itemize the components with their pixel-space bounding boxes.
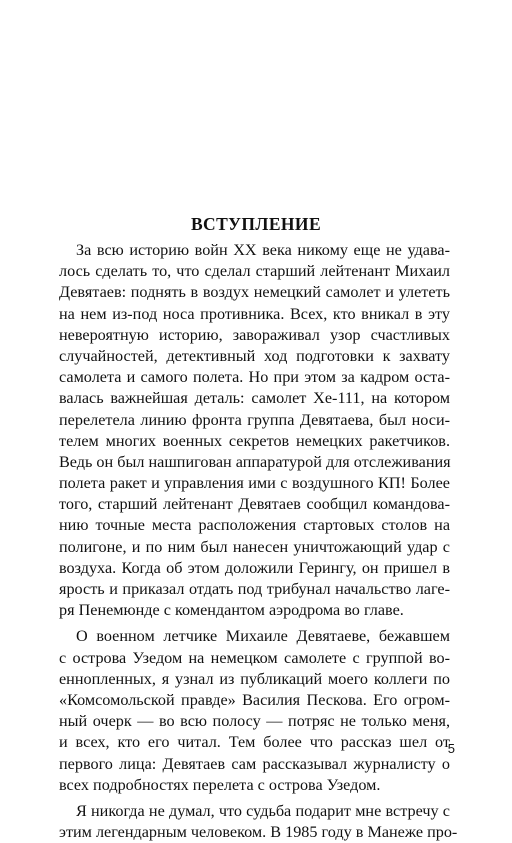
paragraph: [59, 240, 450, 621]
paragraph: [59, 801, 458, 843]
text-line: случайностей, детективный ход подготовки к захвату: [59, 346, 450, 365]
text-line: невероятную историю, завораживал узор счастливых: [59, 325, 450, 344]
text-line: полета ракет и управления ими с воздушного КП! Более: [59, 474, 450, 493]
text-line: ный очерк — во всю полосу — потряс не только меня,: [59, 712, 450, 731]
text-line: лось сделать то, что сделал старший лейтенант Михаил: [59, 262, 450, 281]
text-line: того, старший лейтенант Девятаев сообщил командова-: [59, 495, 450, 514]
chapter-heading: ВСТУПЛЕНИЕ: [190, 214, 322, 234]
text-line: этим легендарным человеком. В 1985 году в Манеже про-: [59, 823, 458, 842]
text-line: ярость и приказал отдать под трибунал начальство лаге-: [59, 580, 450, 598]
text-line: воздуха. Когда об этом доложили Герингу, он пришел в: [59, 558, 450, 577]
text-line: ря Пенемюнде с комендантом аэродрома во главе.: [59, 601, 404, 620]
text-line: Девятаев: поднять в воздух немецкий самолет и улететь: [59, 283, 450, 302]
text-line: перелетела линию фронта группа Девятаева, был носи-: [59, 410, 450, 429]
paragraph: [59, 626, 450, 796]
text-line: на нем из-под носа противника. Всех, кто вникал в эту: [59, 304, 450, 323]
text-line: «Комсомольской правде» Василия Пескова. Его огром-: [59, 690, 450, 709]
text-line: О военном летчике Михаиле Девятаеве, бежавшем: [76, 627, 450, 646]
body-text: [59, 240, 458, 843]
page-number: 5: [447, 741, 455, 756]
text-line: первого лица: Девятаев сам рассказывал журналисту о: [59, 754, 450, 773]
text-line: с острова Узедом на немецком самолете с группой во-: [59, 648, 450, 667]
text-line: всех подробностях перелета с острова Узедом.: [59, 775, 381, 794]
text-line: телем многих военных секретов немецких ракетчиков.: [59, 431, 450, 450]
text-line: валась важнейшая деталь: самолет Хе-111, на котором: [59, 389, 450, 408]
text-line: Я никогда не думал, что судьба подарит мне встречу с: [76, 801, 450, 820]
text-line: и всех, кто его читал. Тем более что рассказ шел от: [59, 733, 450, 752]
text-line: нию точные места расположения стартовых столов на: [59, 516, 450, 535]
text-line: полигоне, и по ним был нанесен уничтожающий удар с: [59, 537, 450, 556]
text-line: Ведь он был нашпигован аппаратурой для отслеживания: [59, 452, 451, 471]
text-line: самолета и самого полета. Но при этом за кадром оста-: [59, 368, 450, 387]
text-line: еннопленных, я узнал из публикаций моего коллеги по: [59, 669, 450, 688]
text-line: За всю историю войн XX века никому еще не удава-: [76, 241, 450, 259]
